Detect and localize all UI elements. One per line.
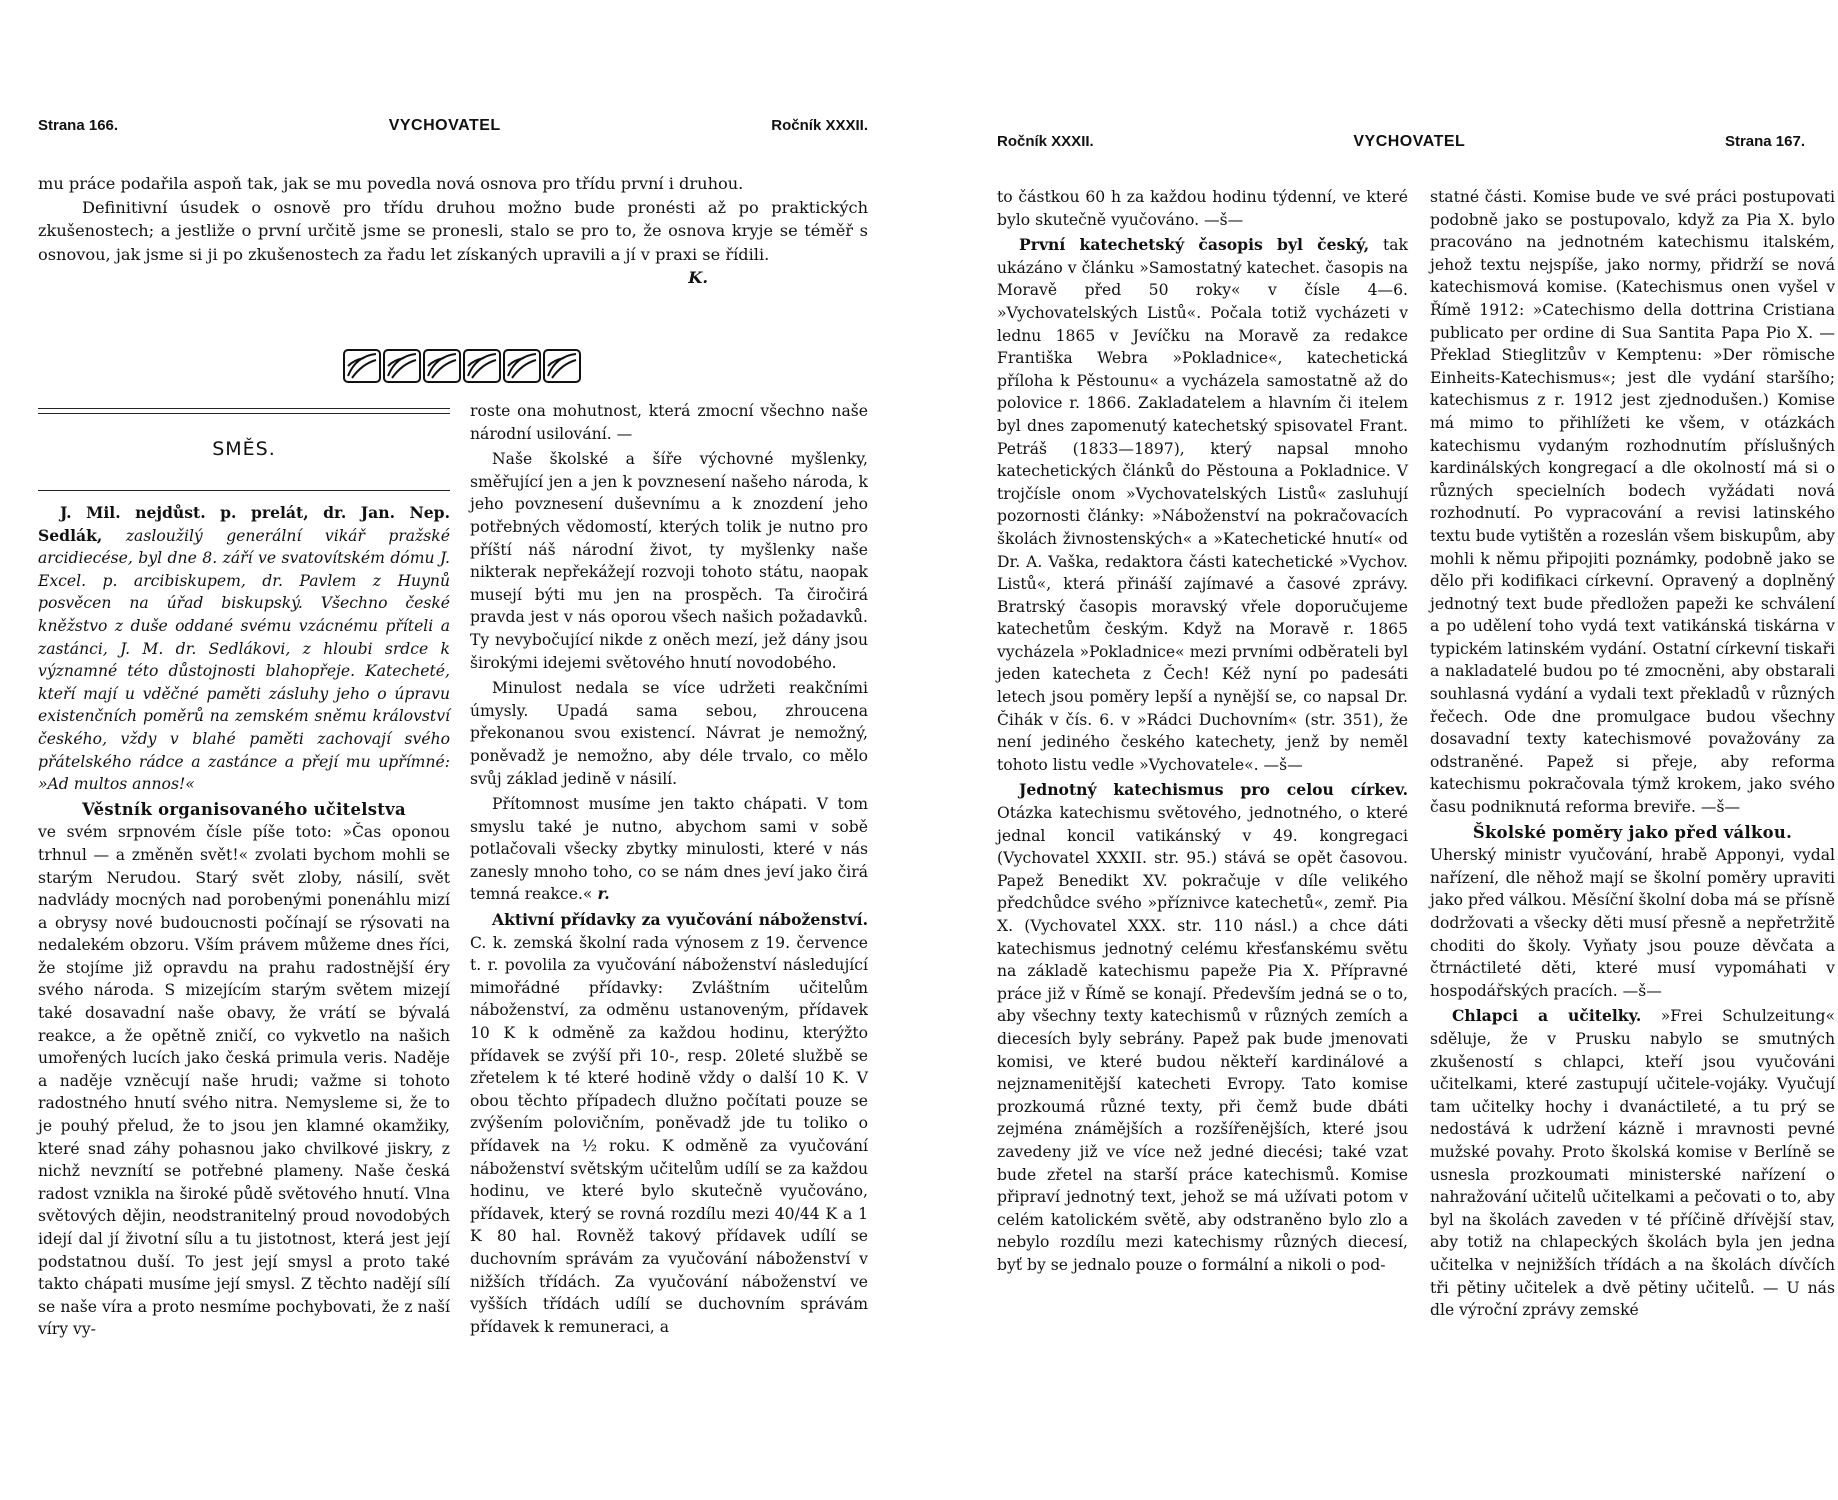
article-skolske-body: Uherský ministr vyučování, hrabě Apponyi, vydal nařízení, dle něhož mají se školní poměry upraviti jako před válkou. Měsíční školní doba má se přísně dodržovati a všecky děti musí přesně a nepřetržitě choditi do školy. Vyňaty jsou pouze děvčata a čtrnáctileté děti, které musí vypomáhati v hospodářských pracích. —š— xyxy=(1430,846,1835,1000)
article-casopis-body: tak ukázáno v článku »Samostatný katechet. časopis na Moravě před 50 roky« v čísle 4—6. »Vychovatelských Listů«. Počala totiž vycházeti v lednu 1865 v Jevíčku na Moravě za redakce Františka Webra »Pokladnice«, katechetická příloha k Pěstounu« a vycházela samostatně až do polovice r. 1866. Zakladatelem a hlavním či itelem byl dnes zapomenutý katechetský spisovatel Frant. Petráš (1833—1897), který napsal mnoho katechetických článků do Pěstouna a Pokladnice. V trojčísle onom »Vychovatelských Listů« zasluhují pozornosti články: »Náboženství na pokračovacích školách živnostenských« a »Katechetické hnutí« od Dr. A. Vaška, redaktora části katechetické »Vychov. Listů«, která přináší zajímavé a časové zprávy. Bratrský časopis moravský vřele doporučujeme katechetům českým. Když na Moravě r. 1865 vycházela »Pokladnice« mezi prvními odběrateli byl jeden katecheta z Čech! Kéž nyní po padesáti letech jsou poměry lepší a nynější se, co napsal Dr. Čihák v čís. 6. v »Rádci Duchovním« (str. 351), že není jediného českého katechety, jenž by neměl tohoto listu vedle »Vychovatele«. —š— xyxy=(997,236,1408,774)
article-chlapci-body: »Frei Schulzeitung« sděluje, že v Prusku nabylo se smutných zkušeností s chlapci, kteří jsou vyučováni učitelkami, které zastupují učitele-vojáky. Vyučují tam učitelky hochy i dvanáctileté, a tu prý se nedostává k udržení kázně i mravnosti pevné mužské povahy. Proto školská komise v Berlíně se usnesla prozkoumati ministerské nařízení o nahražování učitelů učitelkami a pečovati o to, aby byl na školách zaveden v té příčině dřívější stav, aby totiž na chlapeckých školách byla jen jedna učitelka v nejnižších třídách a na školách dívčích tři pětiny učitelek a dvě pětiny učitelů. — U nás dle výroční zprávy zemské xyxy=(1430,1007,1835,1320)
section-header xyxy=(38,408,450,498)
intro-block xyxy=(38,172,868,290)
article-pridavky-body: C. k. zemská školní rada výnosem z 19. července t. r. povolila za vyučování náboženství následující mimořádné přídavky: Zvláštním učitelům náboženství, za odměnu ustanoveným, přídavek 10 K k odměně za každou hodinu, kterýžto přídavek se zvýší při 10-, resp. 20leté službě se zřetelem k té které hodině vždy o další 10 K. V obou těchto případech dlužno počítati pouze se zvýšením polovičním, poněvadž jde tu toliko o přídavek na ½ roku. K odměně za vyučování náboženství světským učitelům udílí se za každou hodinu, ve které bylo skutečně vyučováno, přídavek, který se rovná rozdílu mezi 40/44 K a 1 K 80 hal. Rovněž takový přídavek udílí se duchovním správám za vyučování náboženství v nižších třídách. Za vyučování náboženství ve vyšších třídách udílí se duchovním správám přídavek k remuneraci, a xyxy=(470,933,868,1336)
article-casopis xyxy=(997,234,1408,776)
col2-p2: Naše školské a šíře výchovné myšlenky, směřující jen a jen k povznesení našeho národa, k jeho povznesení duševnímu a k znozdení jeho potřebných vědomostí, kterých tolik je nutno pro příští náš národní život, ty myšlenky naše nikterak nepřekážejí rozvoji tohoto státu, naopak musejí býti mu jen na prospěch. Ta čiročirá pravda jest v nás oporou všech našich požadavků. Ty nevybočující nikde z oněch mezí, jež dány jsou širokými idejemi světového hnutí novodobého. xyxy=(470,450,868,672)
intro-p1: mu práce podařila aspoň tak, jak se mu povedla nová osnova pro třídu první i druhou. xyxy=(38,174,744,193)
right-col1-p0: to částkou 60 h za každou hodinu týdenní, ve které bylo skutečně vyučováno. —š— xyxy=(997,188,1408,229)
col2-p1: roste ona mohutnost, která zmocní všechno naše národní usilování. — xyxy=(470,402,868,443)
intro-p2: Definitivní úsudek o osnově pro třídu druhou možno bude pronésti až po praktických zkušenostech; a jestliže o první určitě jsme se pronesli, stalo se pro to, že osnova kryje se téměř s osnovou, jak jsme si ji po zkušenostech za řadu let získaných upravili a jí v praxi se řídili. K. xyxy=(38,196,868,267)
left-journal-title: VYCHOVATEL xyxy=(388,117,501,134)
left-volume: Ročník XXXII. xyxy=(771,117,868,134)
right-volume: Ročník XXXII. xyxy=(997,133,1094,150)
article-vestnik-head: Věstník organisovaného učitelstva xyxy=(82,799,406,819)
article-katechismus xyxy=(997,779,1408,1276)
intro-signature: K. xyxy=(688,268,708,288)
article-chlapci-head: Chlapci a učitelky. xyxy=(1452,1006,1642,1026)
article-sedlak-head: J. Mil. nejdůst. p. prelát, dr. Jan. Nep. Sedlák, xyxy=(38,503,450,545)
article-casopis-head: První katechetský časopis byl český, xyxy=(1019,235,1370,255)
left-column-1 xyxy=(38,502,450,1344)
article-sedlak-body: zasloužilý generální vikář pražské arcidiecése, byl dne 8. září ve svatovítském dómu J. Excel. p. arcibiskupem, dr. Pavlem z Huynů posvěcen na úřad biskupský. Všechno české kněžstvo z duše oddané svému vzácnému příteli a zastánci, J. M. dr. Sedlákovi, z hloubi srdce k významné této důstojnosti blahopřeje. Katecheté, kteří mají u vděčné paměti zásluhy jeho o úpravu existenčních poměrů na zemském sněmu království českého, vždy v blahé paměti zachovají svého přátelského rádce a zastánce a přejí mu upřímné: »Ad multos annos!« xyxy=(38,526,450,794)
right-col2-p1: statné části. Komise bude ve své práci postupovati podobně jako se postupovalo, když za Pia X. bylo pracováno na jednotném katechismu italském, jehož textu nejspíše, jako normy, přidrží se nová katechismová komise. (Katechismus onen vyšel v Římě 1912: »Catechismo della dottrina Cristiana publicato per ordine di Sua Santita Papa Pio X. — Překlad Stieglitzův v Kemptenu: »Der römische Einheits-Katechismus«; jest dle vydání staršího; katechismus z r. 1912 jest zjednodušen.) Komise má mimo to přihlížeti ke všem, v otázkách katechismu vydaným rozhodnutím příslušných kardinálských kongregací a dle okolností má si o různých specielních bodech vyžádati nová rozhodnutí. Po vypracování a revisi latinského textu bude vytištěn a rozeslán všem biskupům, aby mohli k němu připojiti poznámky, podobně jako se dělo při kodifikaci církevní. Opravený a doplněný jednotný text bude předložen papeži ke schválení a po udělení toho vydá text vatikánská tiskárna v typickém latinském vydání. Ostatní církevní tiskaři a nakladatelé budou po té zmocněni, aby obstarali souhlasná vydání a vydali text překladů v různých řečech. Ode dne promulgace budou všechny dosavadní texty katechismové považovány za odstraněné. Papež si přeje, aby reforma katechismu pokračovala týmž krokem, jako svého času podniknutá reforma breviře. —š— xyxy=(1430,188,1835,817)
article-katechismus-body: Otázka katechismu světového, jednotného, o které jednal koncil vatikánský v 49. kongregaci (Vychovatel XXXII. str. 95.) stává se opět časovou. Papež Benedikt XV. pokračuje v díle velikého předchůdce svého »příznivce katechetů«, zemř. Pia X. (Vychovatel XXX. str. 110 násl.) a chce dáti katechismus jednotný celému křesťanskému světu na základě katechismu papeže Pia X. Přípravné práce již v Římě se konají. Především jedná se o to, aby všechny texty katechismů v různých zemích a diecesích byly sebrány. Papež pak bude jmenovati komisi, ve které budou někteří kardinálové a nejznamenitější katecheti Evropy. Tato komise prozkoumá různé texty, při čemž bude dbáti zejména známějších a rozšířenějších, které jsou zavedeny již ve více než jedné diecési; také vzat bude zřetel na starší práce katechismů. Komise připraví jednotný text, jehož se má užívati potom v celém katolickém světě, aby odstraněno bylo zlo a nebylo rozdílu mezi katechismy různých diecesí, byť by se jednalo pouze o formální a nikoli o pod- xyxy=(997,804,1408,1274)
col2-p4-signature: r. xyxy=(597,884,610,904)
right-column-1 xyxy=(997,186,1408,1280)
ornament-divider xyxy=(342,346,582,386)
article-pridavky-head: Aktivní přídavky za vyučování náboženství. xyxy=(492,910,868,930)
article-skolske-head: Školské poměry jako před válkou. xyxy=(1472,822,1793,842)
section-rule-top-2 xyxy=(38,413,450,414)
right-page-number: Strana 167. xyxy=(1724,133,1805,150)
ornament-tile xyxy=(344,350,380,382)
section-rule-bottom xyxy=(38,490,450,491)
article-vestnik-body: ve svém srpnovém čísle píše toto: »Čas oponou trhnul — a změněn svět!« zvolati bychom mohli se starým Nerudou. Starý svět zloby, násilí, svět nadvlády mocných nad porobenými ponenáhlu mizí a obrysy nové budoucnosti počínají se rýsovati na nedalekém obzoru. Vším právem můžeme dnes říci, že stojíme již opravdu na prahu radostnější éry svého národa. S mizejícím starým světem mizejí také dosavadní naše obavy, že vrátí se bývalá reakce, a že opětně zničí, co vykvetlo na našich umořených lucích jako česká primula veris. Naděje a naděje vzněcují naše hrudi; važme si tohoto radostného hnutí svého nitra. Nemysleme si, že to je pouhý přelud, že to jsou jen klamné okamžiky, které snad záhy pohasnou jako chvilkové jiskry, z nichž nevznítí se potřebné plameny. Naše česká radost vznikla na široké půdě světového hnutí. Vlna světových dějin, neodstranitelný proud novodobých idejí dal jí životní sílu a tu jistotnost, která jest její podstatnou duší. To jest její smysl a proto také takto chápati musíme její smysl. Z těchto nadějí sílí se naše víra a proto nesmíme pochybovati, že z naší víry vy- xyxy=(38,823,450,1339)
right-running-head xyxy=(997,133,1805,159)
col2-p3: Minulost nedala se více udržeti reakčními úmysly. Upadá sama sebou, zhroucena překonanou svou existencí. Návrat je nemožný, poněvadž je nemožno, aby déle trvalo, co mělo svůj základ jedině v násilí. xyxy=(470,679,868,788)
article-katechismus-head: Jednotný katechismus pro celou církev. xyxy=(1019,780,1408,800)
section-title: SMĚS. xyxy=(212,438,276,460)
left-page-number: Strana 166. xyxy=(38,117,119,134)
left-column-2 xyxy=(470,400,868,1341)
col2-p4: Přítomnost musíme jen takto chápati. V tom smyslu také je nutno, abychom sami v sobě potlačovali všecky zbytky minulosti, které v nás zanesly mnoho toho, co se nám dnes jeví jako čirá temná reakce.« r. xyxy=(470,795,868,904)
left-running-head xyxy=(38,117,868,143)
right-column-2 xyxy=(1430,186,1835,1325)
right-journal-title: VYCHOVATEL xyxy=(1353,133,1466,150)
article-pridavky xyxy=(470,909,868,1338)
article-sedlak xyxy=(38,502,450,796)
article-chlapci xyxy=(1430,1005,1835,1321)
section-rule-top xyxy=(38,408,450,409)
